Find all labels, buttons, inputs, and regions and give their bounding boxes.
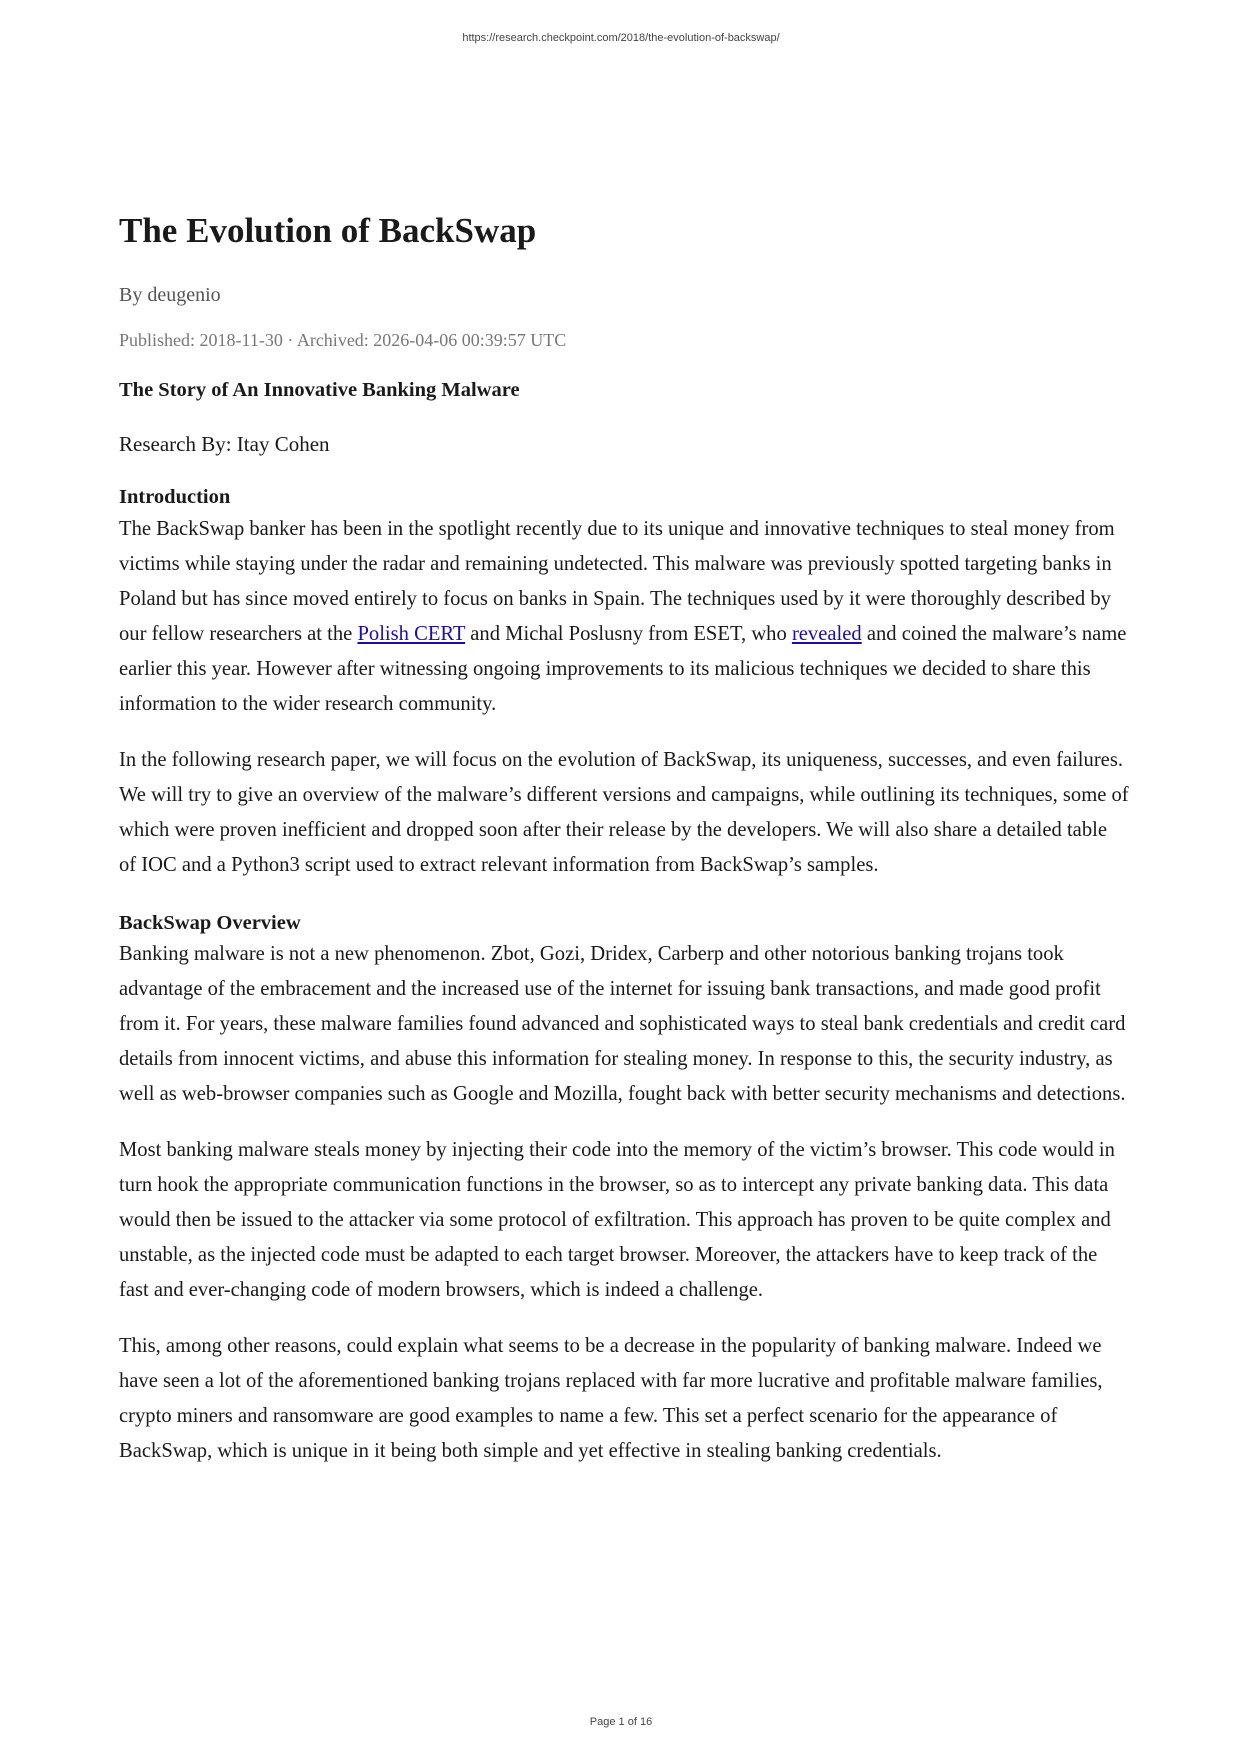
intro-paragraph-1 bbox=[119, 512, 1129, 722]
section-heading-introduction: Introduction bbox=[119, 486, 231, 508]
article-subtitle: The Story of An Innovative Banking Malware bbox=[119, 379, 520, 401]
overview-paragraph-1: Banking malware is not a new phenomenon. Zbot, Gozi, Dridex, Carberp and other notorious banking trojans took advantage of the embracement and the increased use of the internet for issuing bank transactions, and made good profit from it. For years, these malware families found advanced and sophisticated ways to steal bank credentials and credit card details from innocent victims, and abuse this information for stealing money. In response to this, the security industry, as well as web-browser companies such as Google and Mozilla, fought back with better security mechanisms and detections. bbox=[119, 943, 1126, 1106]
article-byline: By deugenio bbox=[119, 284, 221, 306]
polish-cert-link[interactable]: Polish CERT bbox=[357, 622, 466, 645]
page-header-url: https://research.checkpoint.com/2018/the-evolution-of-backswap/ bbox=[462, 32, 780, 44]
section-heading-overview: BackSwap Overview bbox=[119, 911, 301, 934]
article-meta: Published: 2018-11-30 · Archived: 2026-04-06 00:39:57 UTC bbox=[119, 330, 567, 350]
research-by-line: Research By: Itay Cohen bbox=[119, 432, 330, 456]
intro-p1-text-b: and Michal Poslusny from ESET, who bbox=[465, 622, 792, 645]
article-title: The Evolution of BackSwap bbox=[119, 211, 537, 250]
intro-paragraph-2: In the following research paper, we will focus on the evolution of BackSwap, its uniqueness, successes, and even failures. We will try to give an overview of the malware’s different versions and campaigns, while outlining its techniques, some of which were proven inefficient and dropped soon after their release by the developers. We will also share a detailed table of IOC and a Python3 script used to extract relevant information from BackSwap’s samples. bbox=[119, 748, 1129, 876]
intro-p1-text-a: The BackSwap banker has been in the spotlight recently due to its unique and innovative techniques to steal money from victims while staying under the radar and remaining undetected. This malware was previously spotted targeting banks in Poland but has since moved entirely to focus on banks in Spain. The techniques used by it were thoroughly described by our fellow researchers at the bbox=[119, 517, 1115, 645]
article-content bbox=[119, 210, 1129, 1469]
revealed-link[interactable]: revealed bbox=[791, 622, 862, 645]
overview-paragraph-2: Most banking malware steals money by injecting their code into the memory of the victim’s browser. This code would in turn hook the appropriate communication functions in the browser, so as to intercept any private banking data. This data would then be issued to the attacker via some protocol of exfiltration. This approach has proven to be quite complex and unstable, as the injected code must be adapted to each target browser. Moreover, the attackers have to keep track of the fast and ever-changing code of modern browsers, which is indeed a challenge. bbox=[119, 1139, 1115, 1302]
page-footer-page-number: Page 1 of 16 bbox=[589, 1716, 653, 1728]
intro-p1-text-c: and coined the malware’s name earlier this year. However after witnessing ongoing improvements to its malicious techniques we decided to share this information to the wider research community. bbox=[119, 622, 1127, 715]
overview-paragraph-3: This, among other reasons, could explain what seems to be a decrease in the popularity of banking malware. Indeed we have seen a lot of the aforementioned banking trojans replaced with far more lucrative and profitable malware families, crypto miners and ransomware are good examples to name a few. This set a perfect scenario for the appearance of BackSwap, which is unique in it being both simple and yet effective in stealing banking credentials. bbox=[119, 1335, 1103, 1463]
